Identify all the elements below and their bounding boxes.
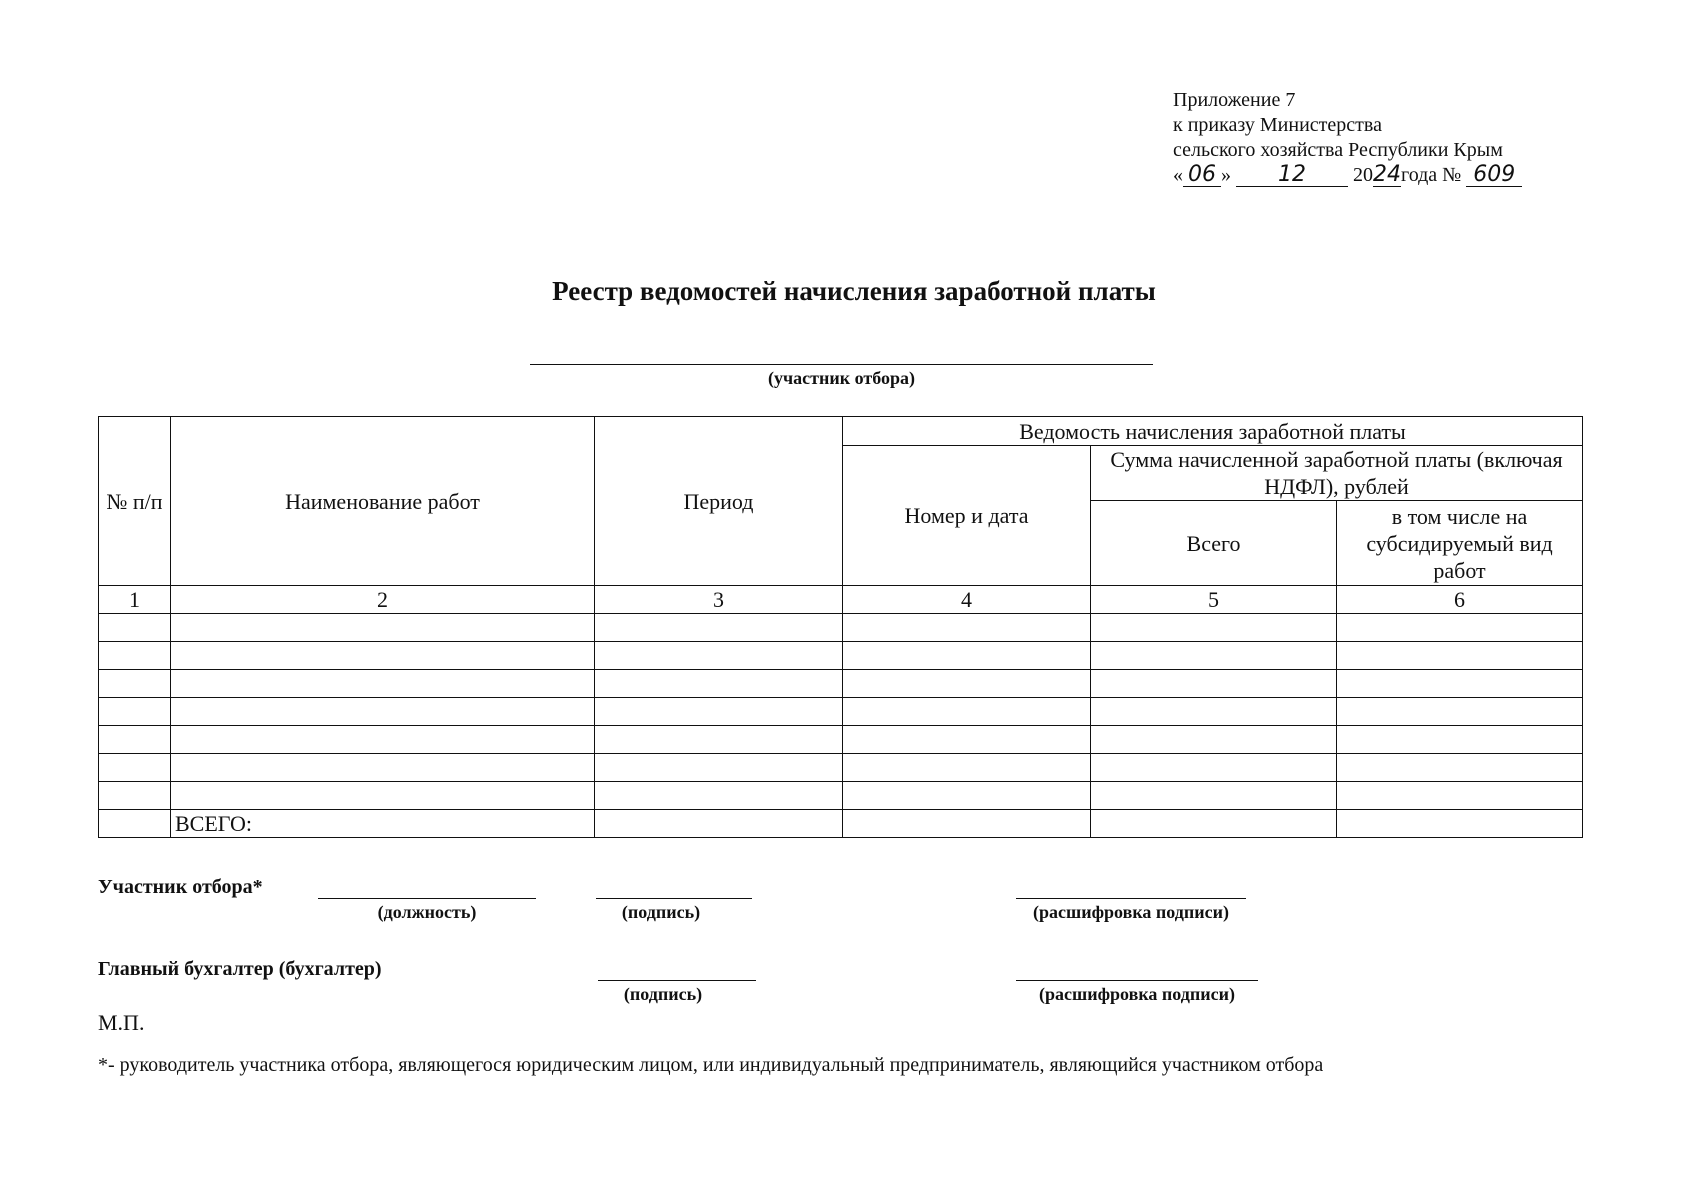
table-cell[interactable]	[1091, 698, 1337, 726]
header-work-name: Наименование работ	[171, 417, 595, 586]
table-cell[interactable]	[843, 782, 1091, 810]
table-cell[interactable]	[99, 726, 171, 754]
table-cell[interactable]	[595, 614, 843, 642]
table-cell[interactable]	[843, 754, 1091, 782]
header-statement-group: Ведомость начисления заработной платы	[843, 417, 1583, 446]
column-number-3: 3	[595, 586, 843, 614]
decode-line-2	[1016, 980, 1258, 981]
appendix-line-3: сельского хозяйства Республики Крым	[1173, 139, 1503, 161]
total-cell-period[interactable]	[595, 810, 843, 838]
participant-caption: (участник отбора)	[768, 368, 915, 388]
chief-accountant-label: Главный бухгалтер (бухгалтер)	[98, 958, 382, 980]
table-cell[interactable]	[1091, 726, 1337, 754]
table-cell[interactable]	[1337, 782, 1583, 810]
table-cell[interactable]	[1091, 642, 1337, 670]
table-cell[interactable]	[171, 670, 595, 698]
signature-caption-2: (подпись)	[623, 984, 703, 1004]
table-row	[99, 726, 1583, 754]
column-number-5: 5	[1091, 586, 1337, 614]
participant-field-line	[530, 364, 1153, 365]
table-cell[interactable]	[99, 782, 171, 810]
table-cell[interactable]	[843, 698, 1091, 726]
table-cell[interactable]	[1337, 670, 1583, 698]
stamp-place: М.П.	[98, 1010, 145, 1035]
header-sum-group: Сумма начисленной заработной платы (включая НДФЛ), рублей	[1091, 446, 1583, 501]
total-cell-number-date[interactable]	[843, 810, 1091, 838]
position-line	[318, 898, 536, 899]
registry-table	[98, 416, 1583, 838]
table-row	[99, 754, 1583, 782]
total-cell-num	[99, 810, 171, 838]
table-cell[interactable]	[595, 726, 843, 754]
table-cell[interactable]	[171, 614, 595, 642]
document-title: Реестр ведомостей начисления заработной платы	[552, 276, 1156, 306]
total-cell-subsidized[interactable]	[1337, 810, 1583, 838]
column-number-6: 6	[1337, 586, 1583, 614]
table-cell[interactable]	[99, 670, 171, 698]
table-row	[99, 698, 1583, 726]
appendix-date-line	[1173, 163, 1522, 188]
table-cell[interactable]	[1337, 614, 1583, 642]
table-cell[interactable]	[171, 754, 595, 782]
table-cell[interactable]	[595, 642, 843, 670]
column-number-2: 2	[171, 586, 595, 614]
column-numbers-row	[99, 586, 1583, 614]
table-cell[interactable]	[99, 614, 171, 642]
column-number-4: 4	[843, 586, 1091, 614]
table-cell[interactable]	[843, 642, 1091, 670]
table-cell[interactable]	[1337, 726, 1583, 754]
table-row	[99, 782, 1583, 810]
signature-line-1	[596, 898, 752, 899]
handwritten-month: 12	[1236, 164, 1348, 187]
appendix-line-2: к приказу Министерства	[1173, 114, 1382, 136]
year-word: года №	[1401, 164, 1462, 186]
table-cell[interactable]	[1091, 754, 1337, 782]
table-cell[interactable]	[99, 754, 171, 782]
table-cell[interactable]	[843, 726, 1091, 754]
table-cell[interactable]	[1337, 642, 1583, 670]
table-cell[interactable]	[171, 782, 595, 810]
footnote: *- руководитель участника отбора, являющегося юридическим лицом, или индивидуальный предприниматель, являющийся участником отбора	[98, 1054, 1324, 1076]
header-num-text: № п/п	[106, 488, 163, 514]
handwritten-day: 06	[1183, 164, 1221, 187]
total-label: ВСЕГО:	[171, 810, 595, 838]
position-caption: (должность)	[377, 902, 477, 922]
year-prefix: 20	[1353, 164, 1373, 186]
signature-caption-1: (подпись)	[621, 902, 701, 922]
handwritten-order-number: 609	[1466, 164, 1522, 187]
appendix-line-1: Приложение 7	[1173, 89, 1296, 111]
participant-signatory-label: Участник отбора*	[98, 876, 263, 898]
table-cell[interactable]	[1091, 670, 1337, 698]
table-row	[99, 670, 1583, 698]
header-period: Период	[595, 417, 843, 586]
decode-line-1	[1016, 898, 1246, 899]
table-cell[interactable]	[1091, 782, 1337, 810]
date-open-quote: «	[1173, 164, 1183, 186]
decode-caption-2: (расшифровка подписи)	[1039, 984, 1235, 1004]
table-cell[interactable]	[99, 698, 171, 726]
table-cell[interactable]	[595, 782, 843, 810]
header-num	[99, 417, 171, 586]
table-cell[interactable]	[99, 642, 171, 670]
table-cell[interactable]	[843, 670, 1091, 698]
header-subsidized: в том числе на субсидируемый вид работ	[1337, 501, 1583, 586]
appendix-block	[1173, 88, 1522, 188]
table-cell[interactable]	[171, 642, 595, 670]
table-cell[interactable]	[1337, 698, 1583, 726]
total-cell-sum[interactable]	[1091, 810, 1337, 838]
decode-caption-1: (расшифровка подписи)	[1033, 902, 1229, 922]
table-row	[99, 642, 1583, 670]
table-cell[interactable]	[1091, 614, 1337, 642]
table-cell[interactable]	[843, 614, 1091, 642]
table-row	[99, 614, 1583, 642]
table-cell[interactable]	[171, 698, 595, 726]
signature-line-2	[598, 980, 756, 981]
handwritten-year: 24	[1373, 162, 1401, 187]
date-close-quote: »	[1221, 164, 1231, 186]
table-cell[interactable]	[595, 670, 843, 698]
table-cell[interactable]	[171, 726, 595, 754]
table-cell[interactable]	[595, 754, 843, 782]
table-cell[interactable]	[595, 698, 843, 726]
header-number-date: Номер и дата	[843, 446, 1091, 586]
table-cell[interactable]	[1337, 754, 1583, 782]
total-row	[99, 810, 1583, 838]
column-number-1: 1	[99, 586, 171, 614]
header-total: Всего	[1091, 501, 1337, 586]
